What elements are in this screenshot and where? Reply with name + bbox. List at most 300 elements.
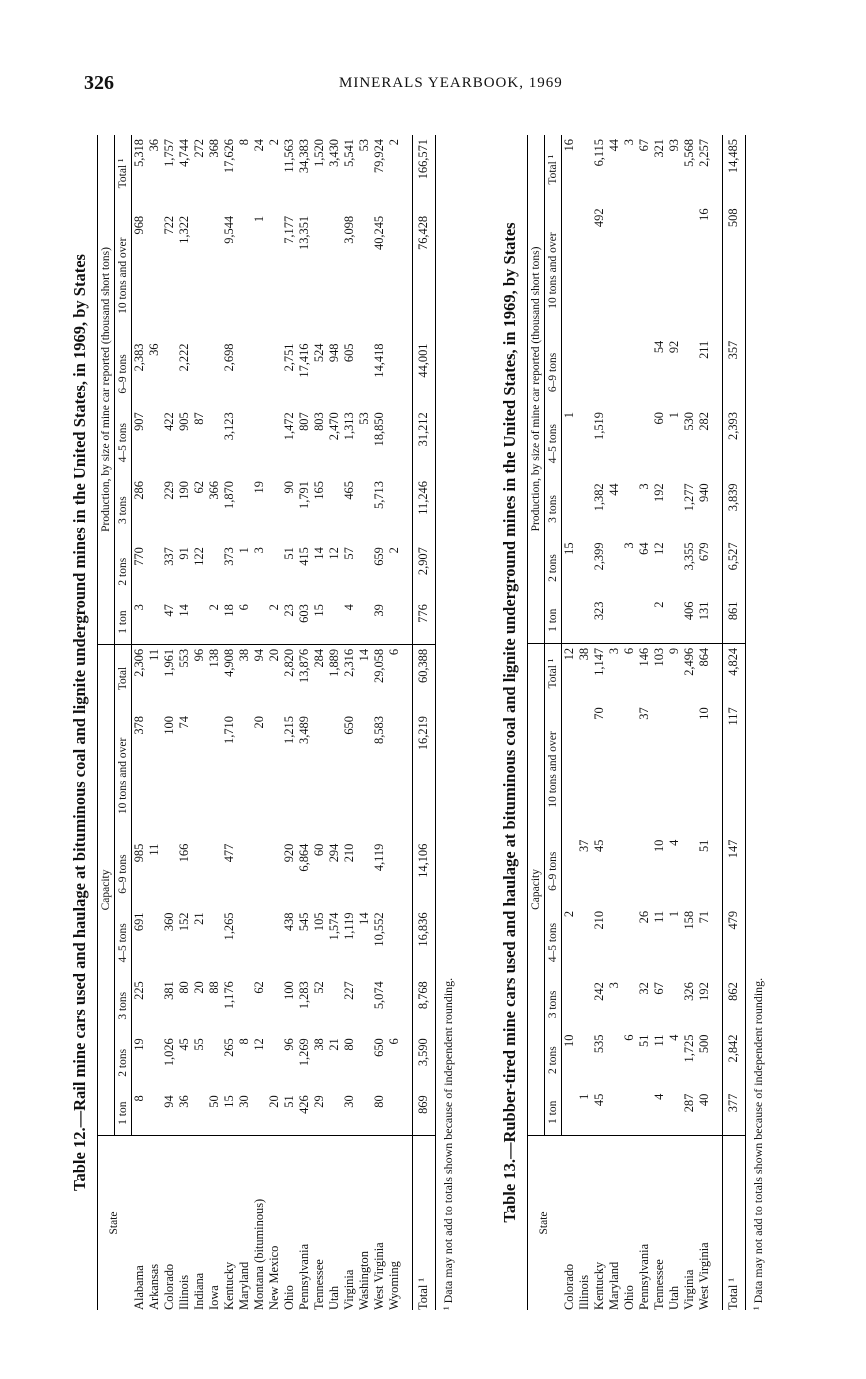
capacity-cell <box>387 908 402 977</box>
capacity-cell <box>267 977 282 1034</box>
production-cell <box>162 340 177 409</box>
column-header: 2 tons <box>114 1034 131 1091</box>
column-header: 10 tons and over <box>114 212 131 340</box>
production-cell: 2,751 <box>281 343 296 372</box>
capacity-cell: 1,961 <box>162 644 177 712</box>
capacity-cell: 12 <box>251 1038 266 1051</box>
capacity-cell <box>577 703 592 835</box>
table-row <box>682 135 697 1310</box>
production-cell: 53 <box>356 412 371 425</box>
capacity-cell: 50 <box>206 1095 221 1108</box>
table-12-body <box>131 135 435 1310</box>
capacity-cell: 6 <box>386 1038 401 1045</box>
capacity-cell <box>162 840 177 909</box>
column-header: 4–5 tons <box>544 408 561 479</box>
production-cell: 1,382 <box>591 483 606 512</box>
production-cell: 40,245 <box>371 215 386 250</box>
column-header: 2 tons <box>544 1031 561 1090</box>
production-cell <box>147 543 162 600</box>
capacity-cell: 192 <box>696 982 711 1001</box>
capacity-cell <box>147 1091 162 1135</box>
column-header: 3 tons <box>114 477 131 543</box>
capacity-cell: 10,552 <box>371 912 386 947</box>
table-12-block <box>70 135 490 1310</box>
table-row <box>592 135 607 1310</box>
capacity-cell: 71 <box>696 910 711 924</box>
production-cell: 1,277 <box>681 483 696 512</box>
production-cell <box>577 538 592 597</box>
running-head: MINERALS YEARBOOK, 1969 <box>339 75 563 91</box>
capacity-cell: 146 <box>637 643 652 703</box>
state-cell: Virginia <box>342 1136 357 1311</box>
production-cell: 3 <box>251 547 266 554</box>
production-cell: 36 <box>146 139 161 152</box>
production-cell: 229 <box>161 481 176 500</box>
capacity-cell: 14 <box>357 644 372 712</box>
capacity-cell: 152 <box>176 912 191 932</box>
production-cell: 122 <box>191 547 206 566</box>
capacity-cell <box>327 712 342 840</box>
capacity-cell: 8 <box>131 1095 146 1102</box>
capacity-cell: 1,147 <box>592 643 607 703</box>
capacity-cell: 10 <box>561 1034 576 1047</box>
capacity-cell: 8 <box>236 1038 251 1045</box>
production-cell <box>682 337 697 408</box>
production-cell: 12 <box>326 547 341 560</box>
production-cell: 1,519 <box>591 412 606 440</box>
production-cell: 1,313 <box>341 412 356 441</box>
capacity-cell: 55 <box>191 1038 206 1051</box>
production-cell: 3,355 <box>681 542 696 571</box>
production-cell <box>357 212 372 340</box>
state-cell: Colorado <box>162 1136 177 1311</box>
state-cell: Utah <box>327 1136 342 1311</box>
capacity-cell: 864 <box>697 643 712 703</box>
capacity-cell: 12 <box>561 643 577 703</box>
column-header: 10 tons and over <box>544 204 561 336</box>
production-cell <box>387 212 402 340</box>
capacity-cell: 650 <box>371 1038 386 1057</box>
capacity-cell: 2,842 <box>722 1031 745 1090</box>
capacity-cell <box>147 908 162 977</box>
production-group-header: Production, by size of mine car reported (thousand short tons) <box>97 135 114 644</box>
capacity-cell: 377 <box>722 1090 745 1136</box>
capacity-cell: 477 <box>221 843 236 863</box>
production-cell: 3,430 <box>326 139 341 167</box>
capacity-cell <box>607 703 622 835</box>
capacity-cell: 3 <box>606 982 621 989</box>
capacity-cell: 862 <box>722 978 745 1030</box>
capacity-cell <box>327 1091 342 1135</box>
capacity-cell: 360 <box>161 912 176 932</box>
state-cell: Indiana <box>192 1136 207 1311</box>
production-cell <box>327 212 342 340</box>
capacity-cell: 14,106 <box>412 840 435 909</box>
production-cell: 406 <box>681 601 696 621</box>
production-cell <box>607 204 622 336</box>
capacity-cell <box>357 840 372 909</box>
production-cell: 861 <box>722 598 745 644</box>
capacity-cell <box>622 1090 637 1136</box>
capacity-cell <box>312 712 327 840</box>
capacity-cell <box>387 712 402 840</box>
capacity-cell: 438 <box>281 912 296 932</box>
production-cell: 44 <box>606 139 621 152</box>
production-cell: 19 <box>251 481 266 494</box>
production-cell: 2 <box>386 139 401 146</box>
column-header: 6–9 tons <box>544 337 561 408</box>
capacity-cell <box>607 1031 622 1090</box>
production-cell: 15 <box>311 604 326 617</box>
capacity-cell: 38 <box>311 1038 326 1051</box>
spacer-row <box>712 135 723 1310</box>
state-cell: Pennsylvania <box>297 1136 312 1311</box>
production-cell: 76,428 <box>412 212 435 340</box>
production-cell: 57 <box>341 547 356 560</box>
capacity-cell <box>622 703 637 835</box>
column-header: 6–9 tons <box>114 840 131 909</box>
capacity-cell: 326 <box>681 982 696 1001</box>
production-cell: 14 <box>311 547 326 560</box>
production-cell <box>637 337 652 408</box>
capacity-cell: 4,824 <box>722 643 745 703</box>
column-header: 6–9 tons <box>544 836 561 907</box>
production-cell: 192 <box>651 483 666 502</box>
production-cell <box>607 598 622 644</box>
column-header: Total ¹ <box>114 135 131 212</box>
capacity-cell <box>252 1091 267 1135</box>
production-cell: 131 <box>696 601 711 621</box>
column-header: 10 tons and over <box>114 712 131 840</box>
production-cell: 337 <box>161 547 176 566</box>
production-cell: 5,713 <box>371 481 386 509</box>
state-cell: Maryland <box>237 1136 252 1311</box>
page-number: 326 <box>84 72 114 94</box>
production-cell: 1,322 <box>176 215 191 244</box>
state-cell: Tennessee <box>312 1136 327 1311</box>
capacity-cell: 20 <box>267 644 282 712</box>
capacity-cell <box>607 1090 622 1136</box>
capacity-cell: 26 <box>636 910 651 924</box>
production-cell: 9,544 <box>221 215 236 244</box>
capacity-cell: 96 <box>281 1038 296 1051</box>
capacity-cell: 11 <box>651 1034 666 1047</box>
capacity-cell: 6 <box>387 644 402 712</box>
production-cell: 67 <box>636 139 651 152</box>
capacity-cell <box>667 703 682 835</box>
production-cell: 492 <box>591 208 606 228</box>
capacity-cell: 36 <box>176 1095 191 1108</box>
production-cell: 1,472 <box>281 412 296 441</box>
production-cell: 1 <box>561 412 576 419</box>
production-cell <box>267 477 282 543</box>
capacity-cell <box>622 978 637 1030</box>
production-cell <box>667 479 682 538</box>
production-cell: 6 <box>236 604 251 611</box>
state-cell: Ohio <box>282 1136 297 1311</box>
production-cell <box>387 600 402 644</box>
state-cell: West Virginia <box>697 1136 712 1311</box>
state-cell: Wyoming <box>387 1136 402 1311</box>
production-cell: 415 <box>296 547 311 566</box>
capacity-cell: 920 <box>281 843 296 863</box>
capacity-cell: 21 <box>191 912 206 925</box>
capacity-cell: 16,836 <box>412 908 435 977</box>
production-cell: 44 <box>606 483 621 496</box>
state-cell: New Mexico <box>267 1136 282 1311</box>
capacity-cell <box>237 840 252 909</box>
production-cell: 1 <box>251 215 266 223</box>
capacity-cell <box>622 836 637 907</box>
production-cell <box>207 212 222 340</box>
production-cell: 5,568 <box>681 139 696 167</box>
production-cell <box>592 337 607 408</box>
state-cell: Kentucky <box>222 1136 237 1311</box>
production-cell: 2,399 <box>591 542 606 571</box>
capacity-cell <box>577 907 592 978</box>
table-row <box>162 135 177 1310</box>
production-cell <box>667 598 682 644</box>
production-cell: 47 <box>161 604 176 617</box>
production-cell <box>577 408 592 479</box>
capacity-cell: 1,889 <box>327 644 342 712</box>
capacity-cell: 2,316 <box>342 644 357 712</box>
production-cell: 166,571 <box>412 135 435 212</box>
production-cell <box>147 408 162 477</box>
production-cell <box>622 337 637 408</box>
production-cell <box>192 600 207 644</box>
capacity-cell: 38 <box>577 643 592 703</box>
table-13-footnote: ¹ Data may not add to totals shown because of independent rounding. <box>750 977 765 1310</box>
production-cell: 6,527 <box>722 538 745 597</box>
capacity-cell <box>357 1091 372 1135</box>
production-cell <box>607 538 622 597</box>
capacity-cell: 20 <box>251 716 266 729</box>
production-cell: 2,470 <box>326 412 341 441</box>
production-cell: 2 <box>651 601 666 608</box>
capacity-cell <box>637 1090 652 1136</box>
capacity-cell: 1 <box>576 1093 591 1100</box>
production-cell: 6,115 <box>591 139 606 167</box>
production-cell: 92 <box>666 340 681 354</box>
capacity-cell: 21 <box>326 1038 341 1051</box>
table-row <box>667 135 682 1310</box>
capacity-group-header: Capacity <box>97 644 114 1135</box>
capacity-cell <box>561 1090 577 1136</box>
capacity-cell: 94 <box>252 644 267 712</box>
production-cell: 3 <box>621 542 636 549</box>
capacity-cell <box>652 703 667 835</box>
production-cell <box>577 135 592 204</box>
table-row <box>637 135 652 1310</box>
capacity-cell: 11 <box>651 910 666 923</box>
production-cell <box>387 340 402 409</box>
table-row <box>577 135 592 1310</box>
capacity-cell <box>267 712 282 840</box>
production-cell <box>387 408 402 477</box>
capacity-cell <box>192 1091 207 1135</box>
production-cell <box>357 543 372 600</box>
capacity-cell: 29,058 <box>372 644 387 712</box>
state-cell: Alabama <box>131 1136 147 1311</box>
capacity-cell <box>387 840 402 909</box>
capacity-cell: 138 <box>207 644 222 712</box>
capacity-cell: 4,119 <box>371 843 386 872</box>
production-cell: 679 <box>696 542 711 562</box>
production-cell: 1,520 <box>311 139 326 167</box>
capacity-cell <box>607 836 622 907</box>
production-cell: 770 <box>131 547 146 566</box>
capacity-cell <box>607 907 622 978</box>
production-cell <box>561 204 577 336</box>
capacity-cell: 869 <box>412 1091 435 1135</box>
table-row <box>342 135 357 1310</box>
production-cell: 60 <box>651 412 666 425</box>
production-cell: 948 <box>326 343 341 363</box>
page-header <box>84 72 844 96</box>
capacity-cell <box>237 908 252 977</box>
capacity-cell: 294 <box>326 843 341 863</box>
capacity-cell: 19 <box>131 1038 146 1051</box>
capacity-cell: 3,590 <box>412 1034 435 1091</box>
capacity-cell <box>267 1034 282 1091</box>
production-cell: 508 <box>722 204 745 336</box>
table-row <box>607 135 622 1310</box>
capacity-cell: 94 <box>161 1095 176 1108</box>
capacity-cell: 45 <box>176 1038 191 1051</box>
production-cell: 282 <box>696 412 711 431</box>
production-cell: 39 <box>371 604 386 617</box>
capacity-cell <box>561 703 577 835</box>
capacity-cell <box>237 712 252 840</box>
capacity-cell: 9 <box>667 643 682 703</box>
capacity-cell <box>357 712 372 840</box>
capacity-cell: 1,725 <box>681 1034 696 1063</box>
production-cell: 807 <box>296 412 311 431</box>
capacity-cell: 2,496 <box>682 643 697 703</box>
production-cell: 3,123 <box>221 412 236 441</box>
production-cell <box>622 598 637 644</box>
capacity-cell <box>267 840 282 909</box>
production-cell: 803 <box>311 412 326 431</box>
capacity-cell: 60 <box>311 843 326 857</box>
capacity-cell: 1,119 <box>341 912 356 940</box>
capacity-cell: 20 <box>191 981 206 994</box>
production-cell: 2 <box>386 547 401 554</box>
capacity-cell: 8,768 <box>412 977 435 1034</box>
capacity-cell: 51 <box>636 1034 651 1047</box>
production-cell <box>561 479 577 538</box>
state-cell: Colorado <box>561 1136 577 1311</box>
production-cell: 11,563 <box>281 139 296 173</box>
production-cell: 93 <box>666 139 681 152</box>
production-cell <box>561 598 577 644</box>
production-cell <box>312 212 327 340</box>
production-cell <box>192 212 207 340</box>
capacity-cell <box>192 840 207 909</box>
production-cell <box>207 543 222 600</box>
column-header: 2 tons <box>544 538 561 597</box>
production-cell: 272 <box>191 139 206 158</box>
capacity-cell: 1,215 <box>281 716 296 744</box>
production-cell <box>637 408 652 479</box>
production-cell: 722 <box>161 215 176 235</box>
production-cell: 31,212 <box>412 408 435 477</box>
production-cell: 3 <box>636 483 651 490</box>
production-cell: 165 <box>311 481 326 500</box>
capacity-cell: 10 <box>696 707 711 720</box>
capacity-cell: 1,176 <box>221 981 236 1010</box>
table-12 <box>97 135 436 1310</box>
production-cell: 605 <box>341 343 356 363</box>
capacity-cell: 2,306 <box>131 644 147 712</box>
capacity-cell: 15 <box>221 1095 236 1108</box>
capacity-cell: 103 <box>652 643 667 703</box>
state-cell: Maryland <box>607 1136 622 1311</box>
capacity-cell: 1,710 <box>221 716 236 744</box>
capacity-cell <box>667 978 682 1030</box>
table-row <box>177 135 192 1310</box>
state-cell: Illinois <box>577 1136 592 1311</box>
column-header: 4–5 tons <box>544 907 561 978</box>
capacity-cell <box>207 712 222 840</box>
production-cell <box>192 340 207 409</box>
production-cell <box>237 477 252 543</box>
capacity-cell: 11 <box>146 843 161 856</box>
production-cell <box>577 598 592 644</box>
capacity-cell <box>387 977 402 1034</box>
capacity-cell <box>622 907 637 978</box>
production-cell: 530 <box>681 412 696 431</box>
capacity-cell: 3,489 <box>296 716 311 744</box>
table-row <box>267 135 282 1310</box>
production-cell: 51 <box>281 547 296 560</box>
production-cell <box>267 408 282 477</box>
column-header: 1 ton <box>544 1090 561 1136</box>
capacity-cell <box>561 836 577 907</box>
production-cell: 13,351 <box>296 215 311 250</box>
production-cell: 53 <box>356 139 371 152</box>
capacity-cell: 691 <box>131 912 146 932</box>
production-cell: 603 <box>296 604 311 623</box>
production-cell: 23 <box>281 604 296 617</box>
column-header: 10 tons and over <box>544 703 561 835</box>
production-cell: 321 <box>651 139 666 158</box>
capacity-cell: 2 <box>561 910 576 918</box>
table-row <box>561 135 577 1310</box>
production-cell: 11,246 <box>412 477 435 543</box>
production-cell: 7,177 <box>281 215 296 244</box>
production-cell <box>327 477 342 543</box>
production-cell <box>667 204 682 336</box>
capacity-cell: 1 <box>666 910 681 918</box>
column-header: 4–5 tons <box>114 908 131 977</box>
state-cell: Ohio <box>622 1136 637 1311</box>
production-cell <box>147 600 162 644</box>
state-cell: Montana (bituminous) <box>252 1136 267 1311</box>
capacity-cell <box>267 908 282 977</box>
production-cell: 366 <box>206 481 221 500</box>
capacity-cell <box>682 703 697 835</box>
production-cell <box>577 337 592 408</box>
column-header: Total ¹ <box>544 135 561 204</box>
production-cell: 14,485 <box>722 135 745 204</box>
capacity-cell: 166 <box>176 843 191 863</box>
capacity-cell <box>252 840 267 909</box>
production-cell: 14 <box>176 604 191 617</box>
capacity-cell: 70 <box>591 707 606 720</box>
production-cell: 368 <box>206 139 221 158</box>
